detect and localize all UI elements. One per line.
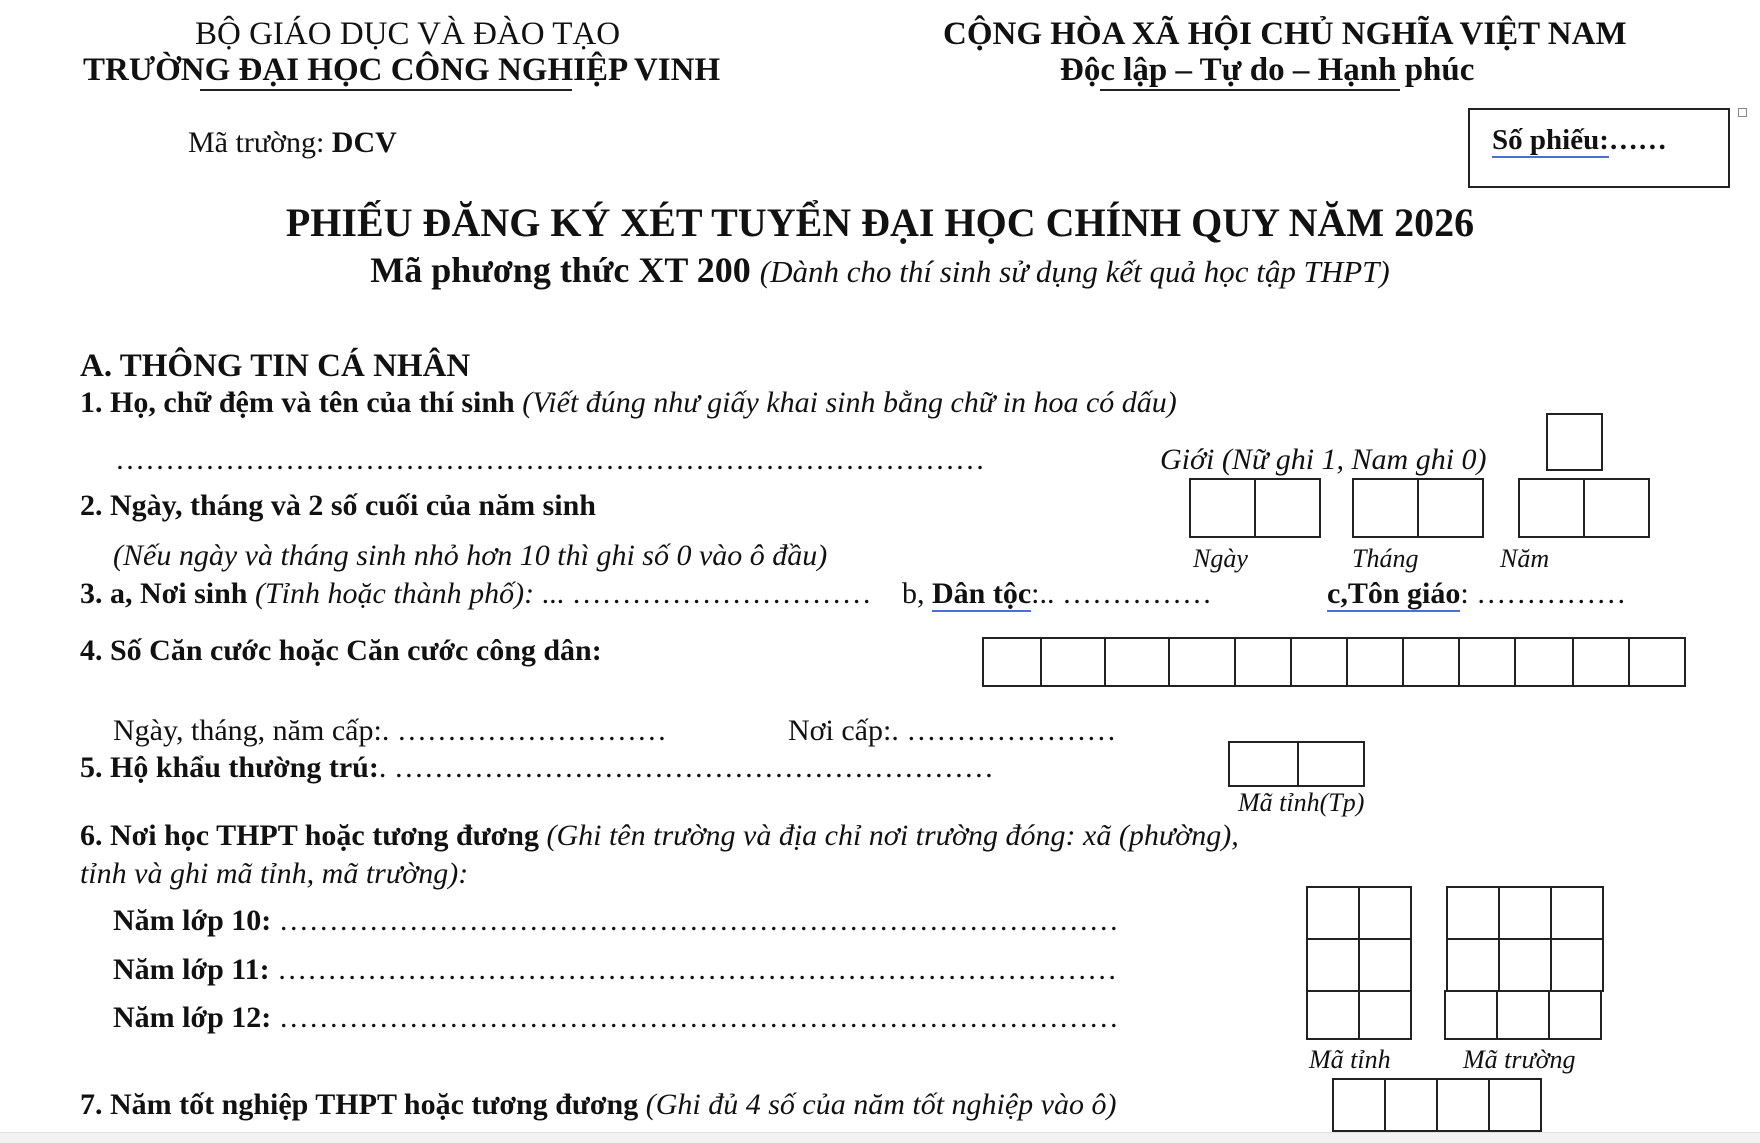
grade12-school-digit-1[interactable] (1444, 990, 1498, 1040)
grade12-province-digit-1[interactable] (1306, 990, 1360, 1040)
grade12-province-digit-2[interactable] (1358, 990, 1412, 1040)
ma-tinh-label: Mã tỉnh (1309, 1045, 1391, 1074)
q6-note: (Ghi tên trường và địa chỉ nơi trường đóng: xã (phường), (546, 819, 1239, 852)
ministry-name: BỘ GIÁO DỤC VÀ ĐÀO TẠO (195, 16, 621, 52)
grade10-school-digit-2[interactable] (1498, 886, 1552, 940)
id-digit-6[interactable] (1290, 637, 1348, 687)
grade10-row (113, 906, 1119, 936)
grade11-label: Năm lớp 11: (113, 953, 270, 986)
issue-date-label: Ngày, tháng, năm cấp: (113, 714, 382, 747)
q3a-birthplace (80, 579, 872, 609)
year-label: Năm (1500, 544, 1550, 573)
issue-date-field[interactable]: . ……………………… (381, 714, 667, 747)
province-code-digit-2[interactable] (1297, 741, 1365, 787)
q1-fullname (80, 388, 1177, 418)
province-code-digit-1[interactable] (1228, 741, 1299, 787)
birth-month-digit-2[interactable] (1417, 478, 1484, 538)
graduation-year-digit-4[interactable] (1488, 1078, 1542, 1132)
id-digit-12[interactable] (1628, 637, 1686, 687)
grade11-field[interactable]: ………………………………………………………………………… (277, 953, 1118, 986)
residence-field[interactable]: . …………………………………………………… (378, 751, 994, 784)
ethnicity-field[interactable]: :.. …………… (1031, 577, 1212, 610)
birth-month-digit-1[interactable] (1352, 478, 1419, 538)
motto-underline (1100, 89, 1400, 91)
grade10-school-digit-3[interactable] (1550, 886, 1604, 940)
birth-year-digit-1[interactable] (1518, 478, 1585, 538)
birthplace-field[interactable]: ... ………………………… (541, 577, 872, 610)
grade11-school-digit-1[interactable] (1446, 938, 1500, 992)
id-digit-7[interactable] (1346, 637, 1404, 687)
grade11-school-digit-2[interactable] (1498, 938, 1552, 992)
grade10-school-digit-1[interactable] (1446, 886, 1500, 940)
graduation-year-boxes (1332, 1078, 1542, 1132)
form-title: PHIẾU ĐĂNG KÝ XÉT TUYỂN ĐẠI HỌC CHÍNH QUY NĂM 2026 (285, 200, 1475, 245)
section-a-heading: A. THÔNG TIN CÁ NHÂN (80, 348, 471, 384)
q2-note: (Nếu ngày và tháng sinh nhỏ hơn 10 thì ghi số 0 vào ô đầu) (113, 539, 828, 572)
q1-note: (Viết đúng như giấy khai sinh bằng chữ in hoa có dấu) (522, 386, 1177, 419)
page-bottom-edge (0, 1132, 1760, 1143)
q3a-label: Nơi sinh (140, 577, 248, 610)
q2-label: 2. Ngày, tháng và 2 số cuối của năm sinh (80, 489, 596, 522)
ticket-number-dots: …… (1608, 124, 1667, 156)
grade11-school-digit-3[interactable] (1550, 938, 1604, 992)
q7-label: 7. Năm tốt nghiệp THPT hoặc tương đương (80, 1088, 639, 1121)
graduation-year-digit-2[interactable] (1384, 1078, 1438, 1132)
grade11-province-digit-1[interactable] (1306, 938, 1360, 992)
q3b-ethnicity (902, 579, 1212, 609)
q4-id-label: 4. Số Căn cước hoặc Căn cước công dân: (80, 634, 602, 667)
national-motto: Độc lập – Tự do – Hạnh phúc (1060, 52, 1475, 88)
school-code (188, 128, 397, 158)
province-code-label: Mã tỉnh(Tp) (1238, 788, 1365, 817)
birth-day-digit-2[interactable] (1254, 478, 1321, 538)
q6-label: 6. Nơi học THPT hoặc tương đương (80, 819, 539, 852)
grade12-row (113, 1003, 1119, 1033)
q6-high-school (80, 821, 1239, 851)
grade12-school-digit-3[interactable] (1548, 990, 1602, 1040)
religion-field[interactable]: : …………… (1460, 577, 1627, 610)
month-label: Tháng (1352, 544, 1419, 573)
gender-box[interactable] (1546, 413, 1603, 471)
grade11-row (113, 955, 1117, 985)
school-code-value: DCV (331, 126, 397, 159)
gender-label: Giới (Nữ ghi 1, Nam ghi 0) (1160, 443, 1487, 476)
grade12-label: Năm lớp 12: (113, 1001, 272, 1034)
q3b-label: Dân tộc (932, 577, 1032, 610)
day-label: Ngày (1193, 544, 1248, 573)
q3b-prefix: b, (902, 577, 925, 610)
id-digit-3[interactable] (1104, 637, 1170, 687)
grade10-field[interactable]: ………………………………………………………………………… (278, 904, 1119, 937)
university-name: TRƯỜNG ĐẠI HỌC CÔNG NGHIỆP VINH (83, 52, 721, 88)
q3c-label: c,Tôn giáo (1327, 577, 1461, 610)
q5-label: 5. Hộ khẩu thường trú: (80, 751, 379, 784)
birth-year-boxes (1518, 478, 1650, 538)
q7-graduation-year (80, 1090, 1117, 1120)
grade11-province-code-boxes (1306, 938, 1412, 992)
birth-day-digit-1[interactable] (1189, 478, 1256, 538)
grade10-school-code-boxes (1446, 886, 1604, 940)
id-issue-date (113, 716, 667, 746)
grade11-school-code-boxes (1446, 938, 1604, 992)
id-digit-4[interactable] (1168, 637, 1236, 687)
grade12-school-code-boxes (1444, 990, 1602, 1040)
id-digit-1[interactable] (982, 637, 1042, 687)
province-code-boxes (1228, 741, 1365, 787)
ma-truong-label: Mã trường (1463, 1045, 1576, 1074)
graduation-year-digit-3[interactable] (1436, 1078, 1490, 1132)
id-digit-2[interactable] (1040, 637, 1106, 687)
university-underline (200, 89, 572, 91)
id-digit-10[interactable] (1514, 637, 1574, 687)
grade10-label: Năm lớp 10: (113, 904, 272, 937)
q5-residence (80, 753, 994, 783)
id-issue-place (788, 716, 1116, 746)
id-digit-8[interactable] (1402, 637, 1460, 687)
issue-place-field[interactable]: . ………………… (891, 714, 1117, 747)
ticket-number (1492, 126, 1667, 155)
grade10-province-digit-1[interactable] (1306, 886, 1360, 940)
country-name: CỘNG HÒA XÃ HỘI CHỦ NGHĨA VIỆT NAM (943, 16, 1627, 52)
q1-label: 1. Họ, chữ đệm và tên của thí sinh (80, 386, 515, 419)
grade11-province-digit-2[interactable] (1358, 938, 1412, 992)
method-note: (Dành cho thí sinh sử dụng kết quả học tập THPT) (759, 254, 1390, 289)
grade12-province-code-boxes (1306, 990, 1412, 1040)
q3c-religion (1327, 579, 1626, 609)
form-subtitle (0, 252, 1760, 288)
method-code: Mã phương thức XT 200 (370, 250, 751, 290)
birth-month-boxes (1352, 478, 1484, 538)
grade10-province-digit-2[interactable] (1358, 886, 1412, 940)
grade12-school-digit-2[interactable] (1496, 990, 1550, 1040)
birth-year-digit-2[interactable] (1583, 478, 1650, 538)
id-number-boxes (982, 637, 1686, 687)
fullname-field[interactable]: …………………………………………………………………………… (115, 443, 985, 476)
id-digit-11[interactable] (1572, 637, 1630, 687)
grade10-province-code-boxes (1306, 886, 1412, 940)
grade12-field[interactable]: ………………………………………………………………………… (278, 1001, 1119, 1034)
ticket-number-label: Số phiếu: (1492, 124, 1609, 156)
q3a-note: (Tỉnh hoặc thành phố): (255, 577, 535, 610)
graduation-year-digit-1[interactable] (1332, 1078, 1386, 1132)
issue-place-label: Nơi cấp: (788, 714, 892, 747)
id-digit-9[interactable] (1458, 637, 1516, 687)
id-digit-5[interactable] (1234, 637, 1292, 687)
q6-note-continued: tỉnh và ghi mã tỉnh, mã trường): (80, 857, 469, 890)
corner-marker (1738, 108, 1747, 117)
school-code-label: Mã trường: (188, 126, 325, 159)
birth-day-boxes (1189, 478, 1321, 538)
q7-note: (Ghi đủ 4 số của năm tốt nghiệp vào ô) (645, 1088, 1117, 1121)
q3a-prefix: 3. a, (80, 577, 133, 610)
